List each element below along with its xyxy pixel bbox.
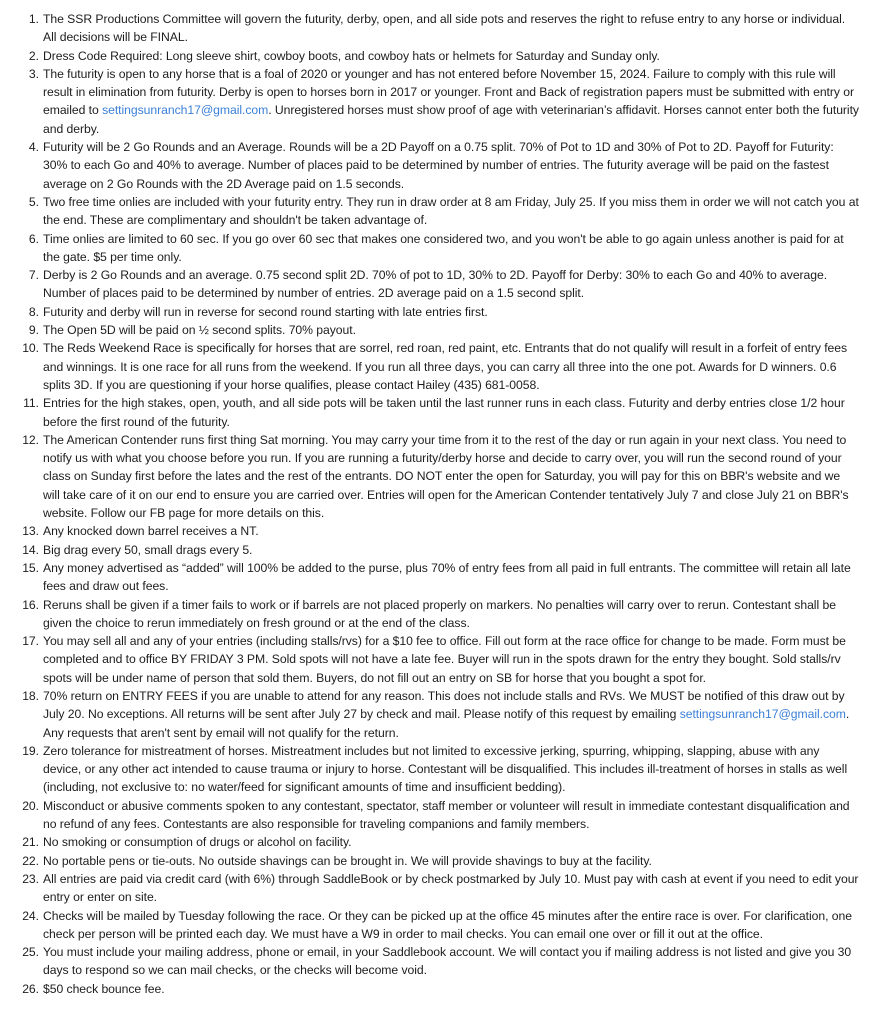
email-link[interactable]: settingsunranch17@gmail.com xyxy=(679,707,846,722)
rule-number: 10. xyxy=(22,341,39,356)
rule-text: Two free time onlies are included with your futurity entry. They run in draw order at 8 am Friday, July 25. If you miss them in order we will not catch you at the end. These are complimentary and shouldn't be taken advantage of. xyxy=(43,194,859,228)
rule-item xyxy=(22,632,859,687)
rule-number: 3. xyxy=(28,66,39,81)
rule-item xyxy=(22,870,859,907)
rule-item xyxy=(22,797,859,834)
rule-text: All entries are paid via credit card (with 6%) through SaddleBook or by check postmarked by July 10. Must pay with cash at event if you need to edit your entry or enter on site. xyxy=(43,871,859,905)
rule-number: 13. xyxy=(22,524,39,539)
rule-text: You must include your mailing address, phone or email, in your Saddlebook account. We will contact you if mailing address is not listed and give you 30 days to respond so we can mail checks, or the checks will become void. xyxy=(43,945,852,978)
rule-text: The SSR Productions Committee will govern the futurity, derby, open, and all side pots and reserves the right to refuse entry to any horse or individual. All decisions will be FINAL. xyxy=(43,12,846,45)
rule-text: Reruns shall be given if a timer fails to work or if barrels are not placed properly on markers. No penalties will carry over to rerun. Contestant shall be given the choice to rerun immediately on fresh ground or at the end of the class. xyxy=(43,597,836,630)
rule-text: You may sell all and any of your entries (including stalls/rvs) for a $10 fee to office. Fill out form at the race office for change to be made. Form must be completed and to office BY FRIDAY 3 PM. Sold spots will not have a late fee. Buyer will run in the spots drawn for the entry they bought. Sold stalls/rv spots will be under name of person that sold them. Buyers, do not fill out an entry on SB for horse that you bought a spot for. xyxy=(43,634,846,685)
rule-number: 11. xyxy=(23,396,39,411)
rule-item xyxy=(22,687,859,742)
rule-item xyxy=(28,303,859,321)
rule-text: $50 check bounce fee. xyxy=(43,981,165,996)
rule-number: 19. xyxy=(22,743,39,758)
rule-text: Checks will be mailed by Tuesday following the race. Or they can be picked up at the office 45 minutes after the entire race is over. For clarification, one check per person will be printed each day. We must have a W9 in order to mail checks. You can email one over or fill it out at the office. xyxy=(43,908,852,941)
rule-text: Futurity will be 2 Go Rounds and an Average. Rounds will be a 2D Payoff on a 0.75 split. 70% of Pot to 1D and 30% of Pot to 2D. Payoff for Futurity: 30% to each Go and 40% to average. Number of places paid to be determined by number of entries. The futurity average will be paid on the fastest average on 2 Go Rounds with the 2D Average paid on 1.5 seconds. xyxy=(43,140,834,191)
rule-item xyxy=(22,596,859,633)
rule-text: 70% return on ENTRY FEES if you are unable to attend for any reason. This does not include stalls and RVs. We MUST be notified of this draw out by July 20. No exceptions. All returns will be sent after July 27 by check and mail. Please notify of this request by emailing xyxy=(43,688,845,722)
rule-number: 22. xyxy=(22,853,39,868)
rule-text: Futurity and derby will run in reverse for second round starting with late entries first. xyxy=(43,304,488,319)
rule-item xyxy=(22,907,859,944)
rule-item xyxy=(28,266,859,303)
rule-text: The futurity is open to any horse that is a foal of 2020 or younger and has not entered before November 15, 2024. Failure to comply with this rule will result in elimination from futurity. Derby is open to horses born in 2017 or younger. Front and Back of registration papers must be submitted with entry or emailed to xyxy=(43,66,855,118)
rule-number: 23. xyxy=(22,871,39,886)
rule-item xyxy=(22,980,859,998)
rule-item xyxy=(28,321,859,339)
rule-text: Dress Code Required: Long sleeve shirt, cowboy boots, and cowboy hats or helmets for Saturday and Sunday only. xyxy=(43,48,660,63)
rule-item xyxy=(22,852,859,870)
rule-number: 20. xyxy=(22,798,39,813)
rule-number: 17. xyxy=(22,634,39,649)
rule-item xyxy=(28,138,859,193)
rule-item xyxy=(23,394,859,431)
rule-number: 2. xyxy=(28,48,39,63)
rule-item xyxy=(28,193,859,230)
rule-item xyxy=(28,230,859,267)
rule-text: Big drag every 50, small drags every 5. xyxy=(43,542,253,557)
rule-item xyxy=(28,10,859,47)
rule-number: 1. xyxy=(28,12,39,26)
rule-number: 6. xyxy=(28,231,39,246)
rule-item xyxy=(22,541,859,559)
rule-text: . Any requests that aren't sent by email will not qualify for the return. xyxy=(43,707,850,740)
rule-number: 16. xyxy=(22,597,39,612)
rule-item xyxy=(22,431,859,522)
rule-text: Any money advertised as “added” will 100% be added to the purse, plus 70% of entry fees from all paid in full entrants. The committee will retain all late fees and draw out fees. xyxy=(43,560,851,594)
rule-number: 14. xyxy=(22,542,39,557)
rule-number: 18. xyxy=(22,688,39,703)
rule-item xyxy=(28,47,859,65)
rule-number: 26. xyxy=(22,981,39,996)
rule-text: Time onlies are limited to 60 sec. If you go over 60 sec that makes one considered two, and you won't be able to go again unless another is paid for at the gate. $5 per time only. xyxy=(43,231,844,264)
rule-item xyxy=(22,559,859,596)
rule-number: 24. xyxy=(22,908,39,923)
rule-item xyxy=(22,522,859,540)
rule-number: 9. xyxy=(28,323,39,338)
rule-text: Derby is 2 Go Rounds and an average. 0.75 second split 2D. 70% of pot to 1D, 30% to 2D. Payoff for Derby: 30% to each Go and 40% to average. Number of places paid to be determined by number of entries. 2D average paid on a 1.5 second split. xyxy=(43,268,828,301)
rule-item xyxy=(22,339,859,394)
rule-item xyxy=(22,943,859,980)
rule-number: 5. xyxy=(28,194,39,209)
rule-number: 25. xyxy=(22,945,39,960)
rule-text: Zero tolerance for mistreatment of horses. Mistreatment includes but not limited to excessive jerking, spurring, whipping, slapping, abuse with any device, or any other act intended to cause trauma or injury to horse. Contestant will be disqualified. This includes ill-treatment of horses in stalls as well (including, not exclusive to: no water/feed for significant amounts of time and insufficient bedding). xyxy=(43,743,848,795)
rule-text: The American Contender runs first thing Sat morning. You may carry your time from it to the rest of the day or run again in your next class. You need to notify us with what you choose before you run. If you are running a futurity/derby horse and decide to carry over, you will run the second round of your class on Sunday first before the lates and the rest of the entrants. DO NOT enter the open for Saturday, you will pay for this on BBR's website and we will take care of it on our end to ensure you are carried over. Entries will open for the American Contender tentatively July 7 and close July 21 on BBR's website. Follow our FB page for more details on this. xyxy=(43,432,849,521)
rule-item xyxy=(28,65,859,138)
rule-number: 8. xyxy=(28,304,39,319)
rule-text: Misconduct or abusive comments spoken to any contestant, spectator, staff member or volunteer will result in immediate contestant disqualification and no refund of any fees. Contestants are also responsible for traveling companions and family members. xyxy=(43,798,850,832)
email-link[interactable]: settingsunranch17@gmail.com xyxy=(102,103,269,118)
rule-item xyxy=(22,742,859,797)
rule-number: 7. xyxy=(28,268,39,283)
rule-text: The Reds Weekend Race is specifically for horses that are sorrel, red roan, red paint, etc. Entrants that do not qualify will result in a forfeit of entry fees and winnings. It is one race for all runs from the weekend. If you run all three days, you can carry all three into the one pot. Awards for D winners. 0.6 splits 3D. If you are questioning if your horse qualifies, please contact Hailey (435) 681-0058. xyxy=(43,341,848,392)
rule-text: No smoking or consumption of drugs or alcohol on facility. xyxy=(43,835,352,850)
rule-number: 21. xyxy=(22,835,39,850)
rule-text: No portable pens or tie-outs. No outside shavings can be brought in. We will provide shavings to buy at the facility. xyxy=(43,853,652,868)
rule-text: The Open 5D will be paid on ½ second splits. 70% payout. xyxy=(43,323,356,338)
rule-number: 15. xyxy=(22,560,39,575)
rule-text: Entries for the high stakes, open, youth, and all side pots will be taken until the last runner runs in each class. Futurity and derby entries close 1/2 hour before the first round of the futurity. xyxy=(43,396,845,429)
rule-number: 4. xyxy=(28,140,39,155)
rule-number: 12. xyxy=(22,432,39,447)
rule-item xyxy=(22,833,859,851)
rule-text: . Unregistered horses must show proof of age with veterinarian’s affidavit. Horses cannot enter both the futurity and derby. xyxy=(43,103,859,136)
rule-text: Any knocked down barrel receives a NT. xyxy=(43,524,259,539)
